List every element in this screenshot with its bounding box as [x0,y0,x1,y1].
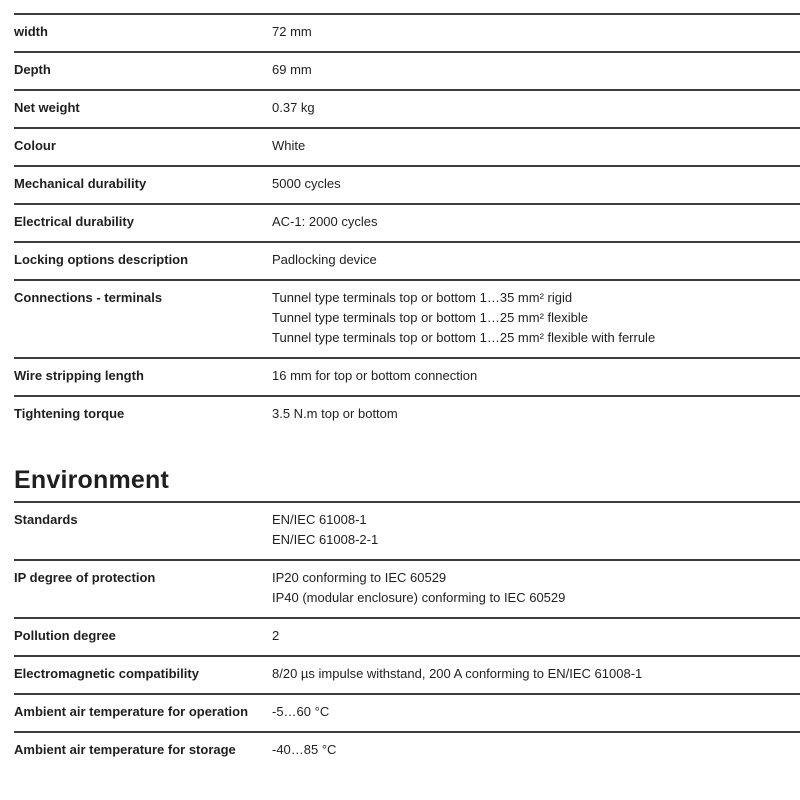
spec-row [14,89,800,127]
spec-values [272,98,800,118]
spec-value: 5000 cycles [272,176,341,191]
spec-row [14,165,800,203]
spec-label: Electrical durability [14,214,134,229]
spec-label: Wire stripping length [14,368,144,383]
spec-row [14,655,800,693]
spec-values [272,212,800,232]
spec-row [14,241,800,279]
spec-value: 16 mm for top or bottom connection [272,368,478,383]
spec-value: EN/IEC 61008-2-1 [272,532,379,547]
spec-label: Ambient air temperature for storage [14,742,236,757]
spec-value: Tunnel type terminals top or bottom 1…25 mm² flexible [272,310,588,325]
spec-values [272,250,800,270]
spec-label: IP degree of protection [14,570,156,585]
spec-values [272,136,800,156]
spec-label: width [14,24,48,39]
spec-label: Mechanical durability [14,176,147,191]
spec-row [14,395,800,433]
spec-label: Net weight [14,100,80,115]
spec-values [272,664,800,684]
spec-value: 69 mm [272,62,312,77]
spec-value: Padlocking device [272,252,377,267]
spec-row [14,559,800,617]
spec-value: AC-1: 2000 cycles [272,214,378,229]
spec-value: IP20 conforming to IEC 60529 [272,570,447,585]
spec-value: 2 [272,628,280,643]
spec-row [14,693,800,731]
spec-row [14,127,800,165]
spec-value: White [272,138,306,153]
spec-value: -5…60 °C [272,704,330,719]
spec-values [272,174,800,194]
spec-row [14,279,800,357]
spec-row [14,501,800,559]
spec-label: Standards [14,512,78,527]
spec-value: Tunnel type terminals top or bottom 1…25 mm² flexible with ferrule [272,330,656,345]
environment-table [14,501,800,769]
spec-values [272,568,800,608]
spec-label: Ambient air temperature for operation [14,704,249,719]
spec-label: Electromagnetic compatibility [14,666,199,681]
spec-row [14,51,800,89]
spec-value: IP40 (modular enclosure) conforming to IEC 60529 [272,590,566,605]
spec-row [14,731,800,769]
spec-values [272,404,800,424]
environment-section-heading: Environment [14,466,169,494]
spec-value: 8/20 µs impulse withstand, 200 A conforming to EN/IEC 61008-1 [272,666,643,681]
spec-row [14,357,800,395]
spec-label: Tightening torque [14,406,125,421]
spec-values [272,22,800,42]
spec-value: 3.5 N.m top or bottom [272,406,398,421]
spec-value: Tunnel type terminals top or bottom 1…35 mm² rigid [272,290,573,305]
spec-label: Pollution degree [14,628,116,643]
spec-value: -40…85 °C [272,742,337,757]
spec-row [14,203,800,241]
spec-label: Connections - terminals [14,290,163,305]
spec-label: Locking options description [14,252,189,267]
datasheet-page [14,0,800,769]
spec-values [272,510,800,550]
spec-values [272,626,800,646]
spec-values [272,702,800,722]
spec-label: Depth [14,62,51,77]
spec-label: Colour [14,138,56,153]
spec-row [14,617,800,655]
spec-value: 72 mm [272,24,312,39]
spec-row [14,13,800,51]
spec-value: EN/IEC 61008-1 [272,512,367,527]
spec-value: 0.37 kg [272,100,315,115]
characteristics-table [14,13,800,433]
spec-values [272,288,800,348]
spec-values [272,740,800,760]
spec-values [272,60,800,80]
spec-values [272,366,800,386]
